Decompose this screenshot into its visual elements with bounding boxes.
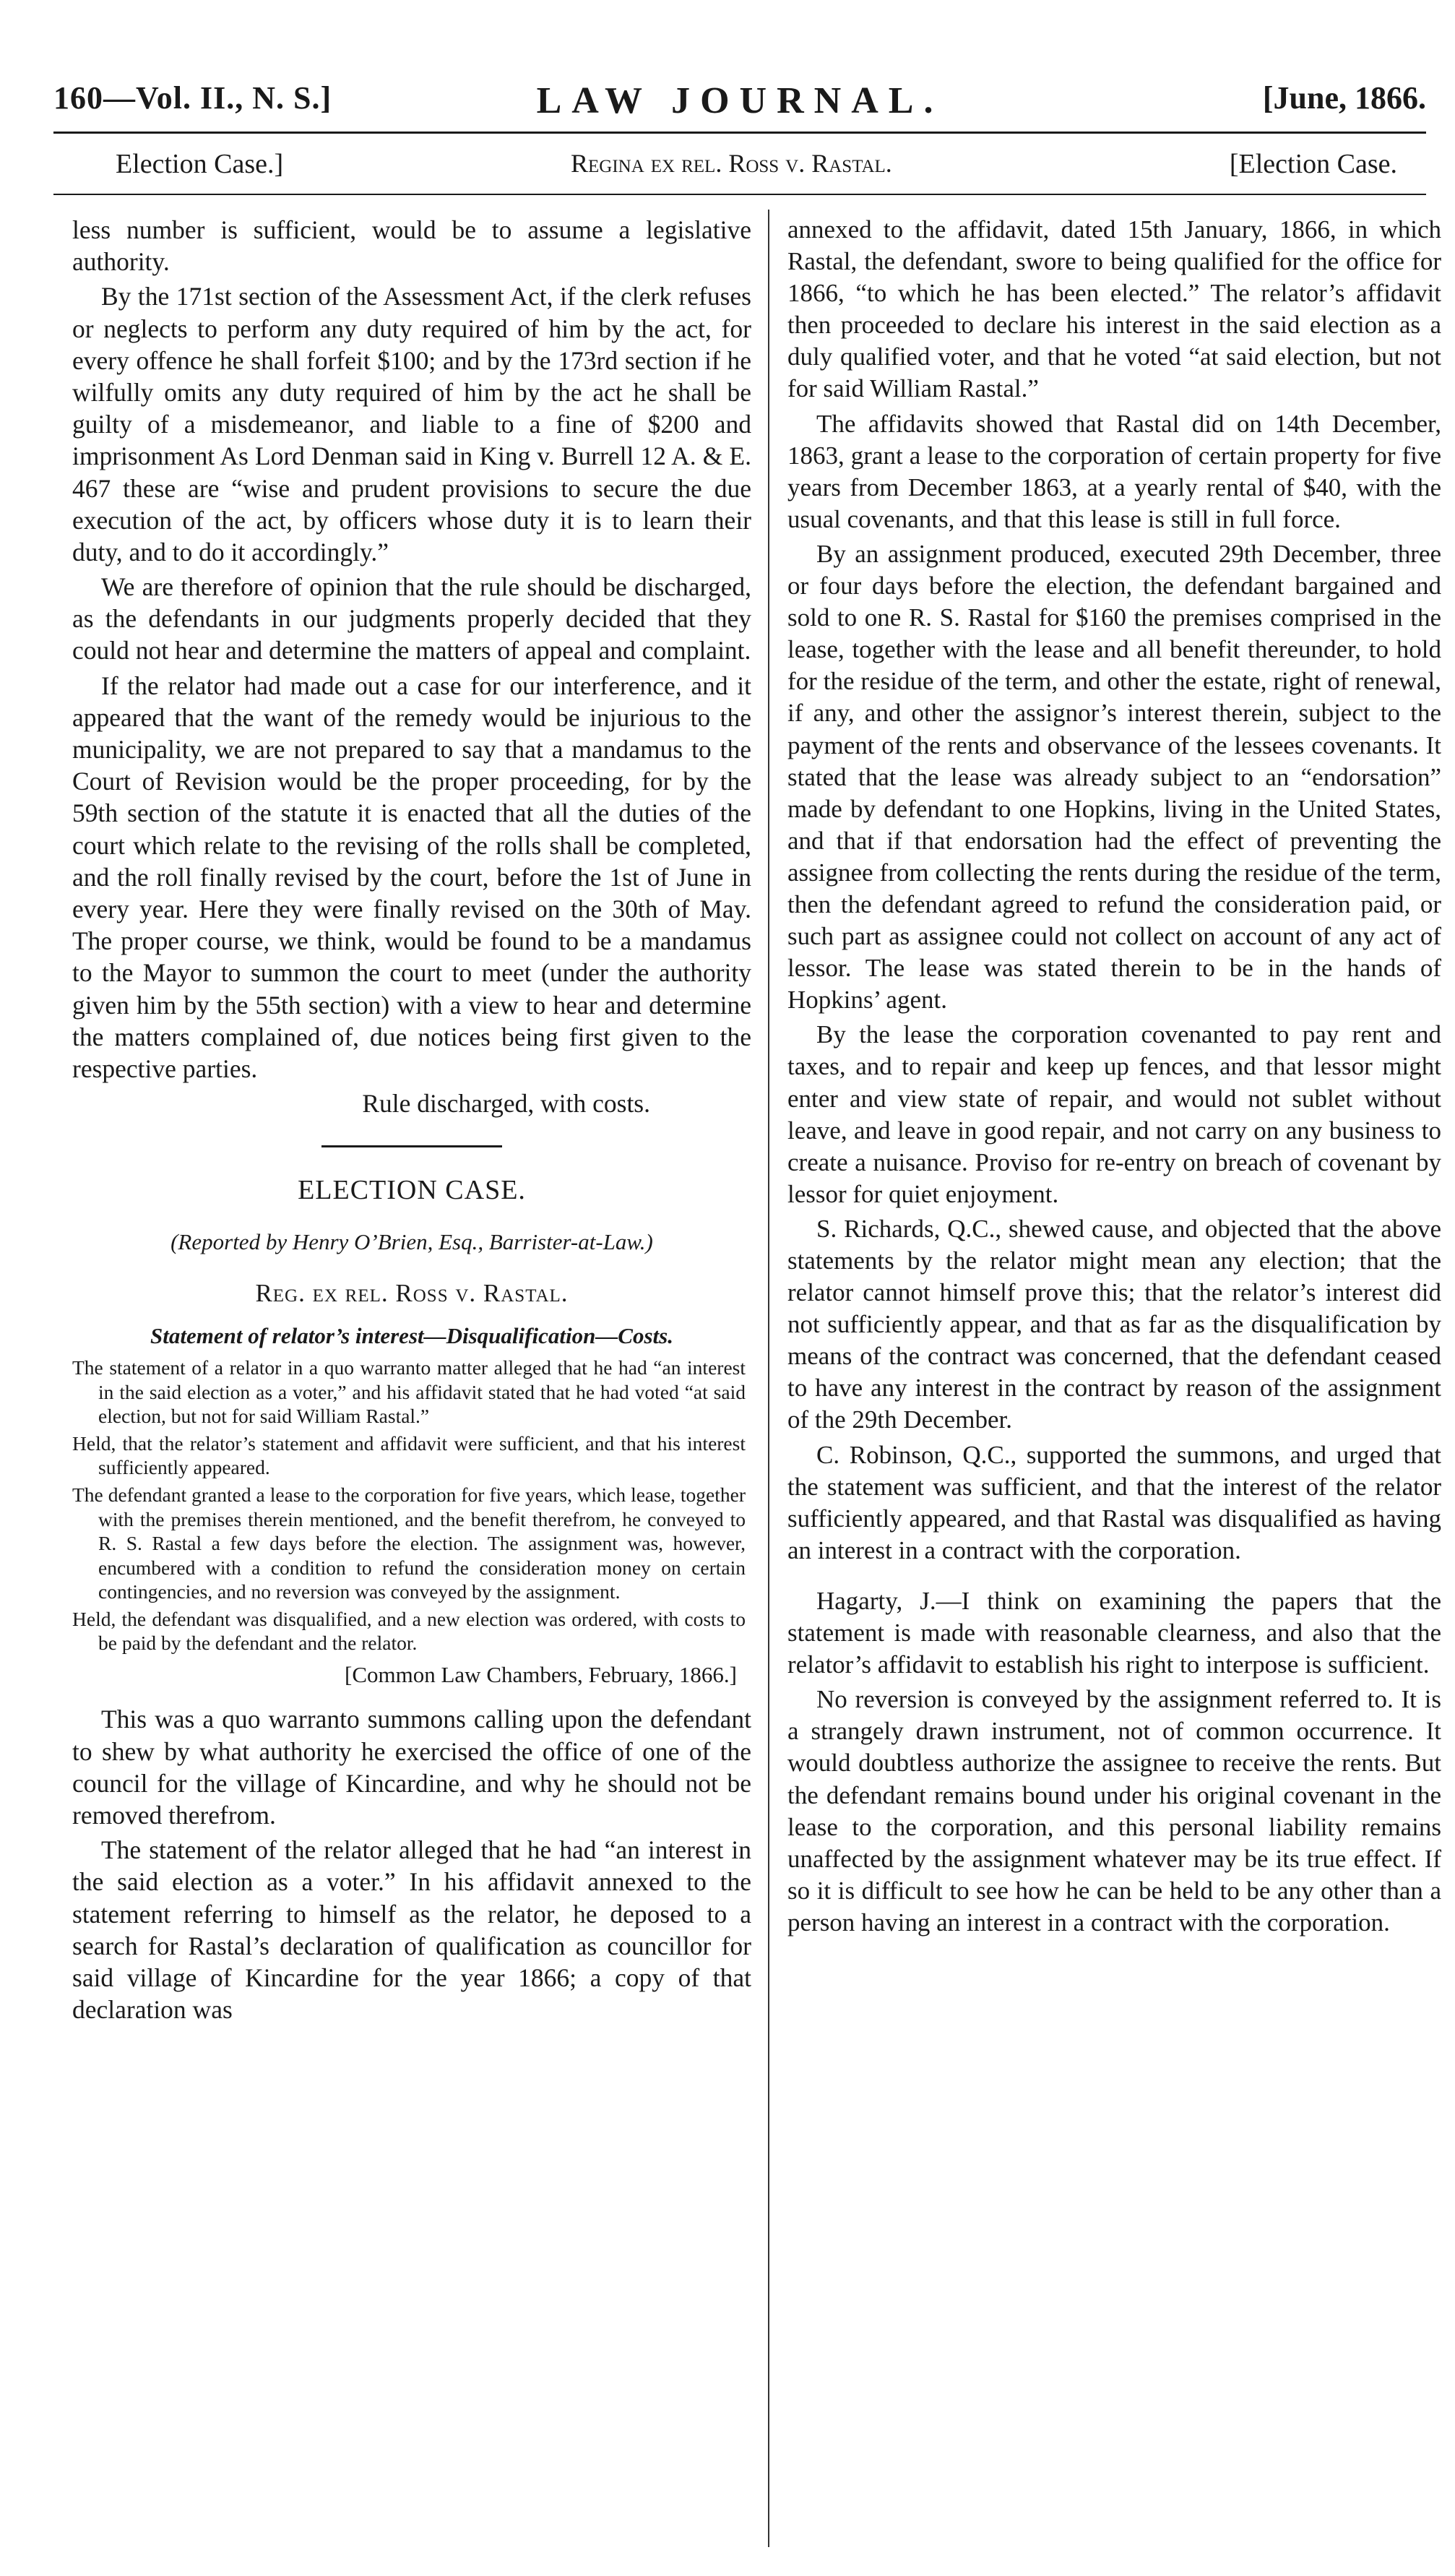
paragraph: annexed to the affidavit, dated 15th January, 1866, in which Rastal, the defendant, swore to being qualified for the office for 1866, “to which he has been elected.” The relator’s affidavit then proceeded to declare his interest in the said election as a duly qualified voter, and that he voted “at said election, but not for said William Rastal.” (787, 215, 1441, 403)
subheader-left: Election Case.] (116, 149, 284, 179)
case-title: Reg. ex rel. Ross v. Rastal. (255, 1279, 569, 1308)
running-header (53, 79, 1426, 130)
paragraph: By an assignment produced, executed 29th December, three or four days before the election, the defendant bargained and sold to one R. S. Rastal for $160 the premises comprised in the lease, together with the lease and all benefit thereunder, to hold for the residue of the term, and other the estate, right of renewal, if any, and other the assignor’s interest therein, subject to the payment of the rents and observance of the lessees covenants. It stated that the lease was already subject to an “endorsation” made by defendant to one Hopkins, living in the United States, and that if that endorsation had the effect of preventing the assignee from collecting the rents during the residue of the term, then the defendant agreed to refund the consideration paid, or such part as assignee could not collect on account of any act of lessor. The lease was stated therein to be in the hands of Hopkins’ agent. (787, 539, 1441, 1015)
paragraph: By the lease the corporation covenanted to pay rent and taxes, and to repair and keep up fences, and that lessor might enter and view state of repair, and would not sublet without leave, and leave in good repair, and not carry on any business to create a nuisance. Proviso for re-entry on breach of covenant by lessor for quiet enjoyment. (787, 1020, 1441, 1208)
subheader-center: Regina ex rel. Ross v. Rastal. (571, 149, 892, 178)
paragraph: We are therefore of opinion that the rule should be discharged, as the defendants in our judgments properly decided that they could not hear and determine the matters of appeal and complaint. (72, 572, 751, 665)
paragraph: Hagarty, J.—I think on examining the papers that the statement is made with reasonable clearness, and also that the relator’s affidavit to establish his right to interpose is sufficient. (787, 1586, 1441, 1679)
headnote-item: Held, that the relator’s statement and affidavit were sufficient, and that his interest sufficiently appeared. (72, 1431, 746, 1479)
paragraph: This was a quo warranto summons calling upon the defendant to shew by what authority he exercised the office of one of the council for the village of Kincardine, and why he should not be removed therefrom. (72, 1705, 751, 1830)
headnote-item: Held, the defendant was disqualified, and a new election was ordered, with costs to be paid by the defendant and the relator. (72, 1607, 746, 1655)
paragraph: No reversion is conveyed by the assignment referred to. It is a strangely drawn instrument, not of common occurrence. It would doubtless authorize the assignee to receive the rents. But the defendant remains bound under his original covenant in the lease to the corporation, and this personal liability remains unaffected by the assignment whatever may be its true effect. If so it is difficult to see how he can be held to be any other than a person having an interest in a contract with the corporation. (787, 1685, 1441, 1937)
rule-result: Rule discharged, with costs. (362, 1089, 650, 1119)
column-divider (768, 210, 769, 2547)
section-separator (321, 1145, 502, 1147)
journal-title: LAW JOURNAL. (536, 80, 944, 121)
court-dateline: [Common Law Chambers, February, 1866.] (345, 1661, 737, 1687)
paragraph: If the relator had made out a case for our interference, and it appeared that the want of the remedy would be injurious to the municipality, we are not prepared to say that a mandamus to the Court of Revision would be the proper proceeding, for by the 59th section of the statute it is enacted that all the duties of the court which relate to the revising of the rolls shall be completed, and the roll finally revised by the court, before the 1st of June in every year. Here they were finally revised on the 30th of May. The proper course, we think, would be found to be a mandamus to the Mayor to summon the court to meet (under the authority given him by the 55th section) with a view to hear and determine the matters complained of, due notices being first given to the respective parties. (72, 671, 751, 1083)
right-column (787, 214, 1441, 1939)
headnote (72, 1356, 746, 1655)
spacer (787, 1567, 1441, 1585)
paragraph: S. Richards, Q.C., shewed cause, and objected that the above statements by the relator might mean any election; that the relator cannot himself prove this; that the relator’s interest did not sufficiently appear, and that as far as the disqualification by means of the contract was concerned, that the defendant ceased to have any interest in the contract by reason of the assignment of the 29th December. (787, 1214, 1441, 1434)
paragraph: C. Robinson, Q.C., supported the summons, and urged that the statement was sufficient, and that the interest of the relator sufficiently appeared, and that Rastal was disqualified as having an interest in a contract with the corporation. (787, 1440, 1441, 1564)
reporter-credit: (Reported by Henry O’Brien, Esq., Barrister-at-Law.) (170, 1228, 653, 1254)
section-title: ELECTION CASE. (298, 1175, 526, 1206)
paragraph: The statement of the relator alleged that he had “an interest in the said election as a voter.” In his affidavit annexed to the statement referring to himself as the relator, he deposed to a search for Rastal’s declaration of qualification as councillor for said village of Kincardine for the year 1866; a copy of that declaration was (72, 1835, 751, 2025)
statement-heading: Statement of relator’s interest—Disqualification—Costs. (150, 1322, 673, 1348)
headnote-item: The defendant granted a lease to the corporation for five years, which lease, together with the premises therein mentioned, and the benefit therefrom, he conveyed to R. S. Rastal a few days before the election. The assignment was, however, encumbered with a condition to refund the consideration money on certain contingencies, and no reversion was conveyed by the assignment. (72, 1483, 746, 1603)
header-rule-top (53, 132, 1426, 134)
left-column (72, 214, 751, 2025)
paragraph: less number is sufficient, would be to assume a legislative authority. (72, 215, 751, 277)
case-subheader (116, 148, 1426, 191)
paragraph: The affidavits showed that Rastal did on 14th December, 1863, grant a lease to the corporation of certain property for five years from December 1863, at a yearly rental of $40, with the usual covenants, and that this lease is still in full force. (787, 409, 1441, 533)
issue-date: [June, 1866. (1262, 80, 1426, 116)
header-rule-bottom (53, 194, 1426, 195)
headnote-item: The statement of a relator in a quo warranto matter alleged that he had “an interest in the said election as a voter,” and his affidavit stated that he had voted “at said election, but not for said William Rastal.” (72, 1356, 746, 1428)
paragraph: By the 171st section of the Assessment Act, if the clerk refuses or neglects to perform any duty required of him by the act, for every offence he shall forfeit $100; and by the 173rd section if he wilfully omits any duty required of him by the act he shall be guilty of a misdemeanor, and liable to a fine of $200 and imprisonment As Lord Denman said in King v. Burrell 12 A. & E. 467 these are “wise and prudent provisions to secure the due execution of the act, by officers whose duty it is to learn their duty, and to do it accordingly.” (72, 282, 751, 567)
page-volume-label: 160—Vol. II., N. S.] (53, 80, 332, 116)
subheader-right: [Election Case. (1229, 149, 1397, 179)
